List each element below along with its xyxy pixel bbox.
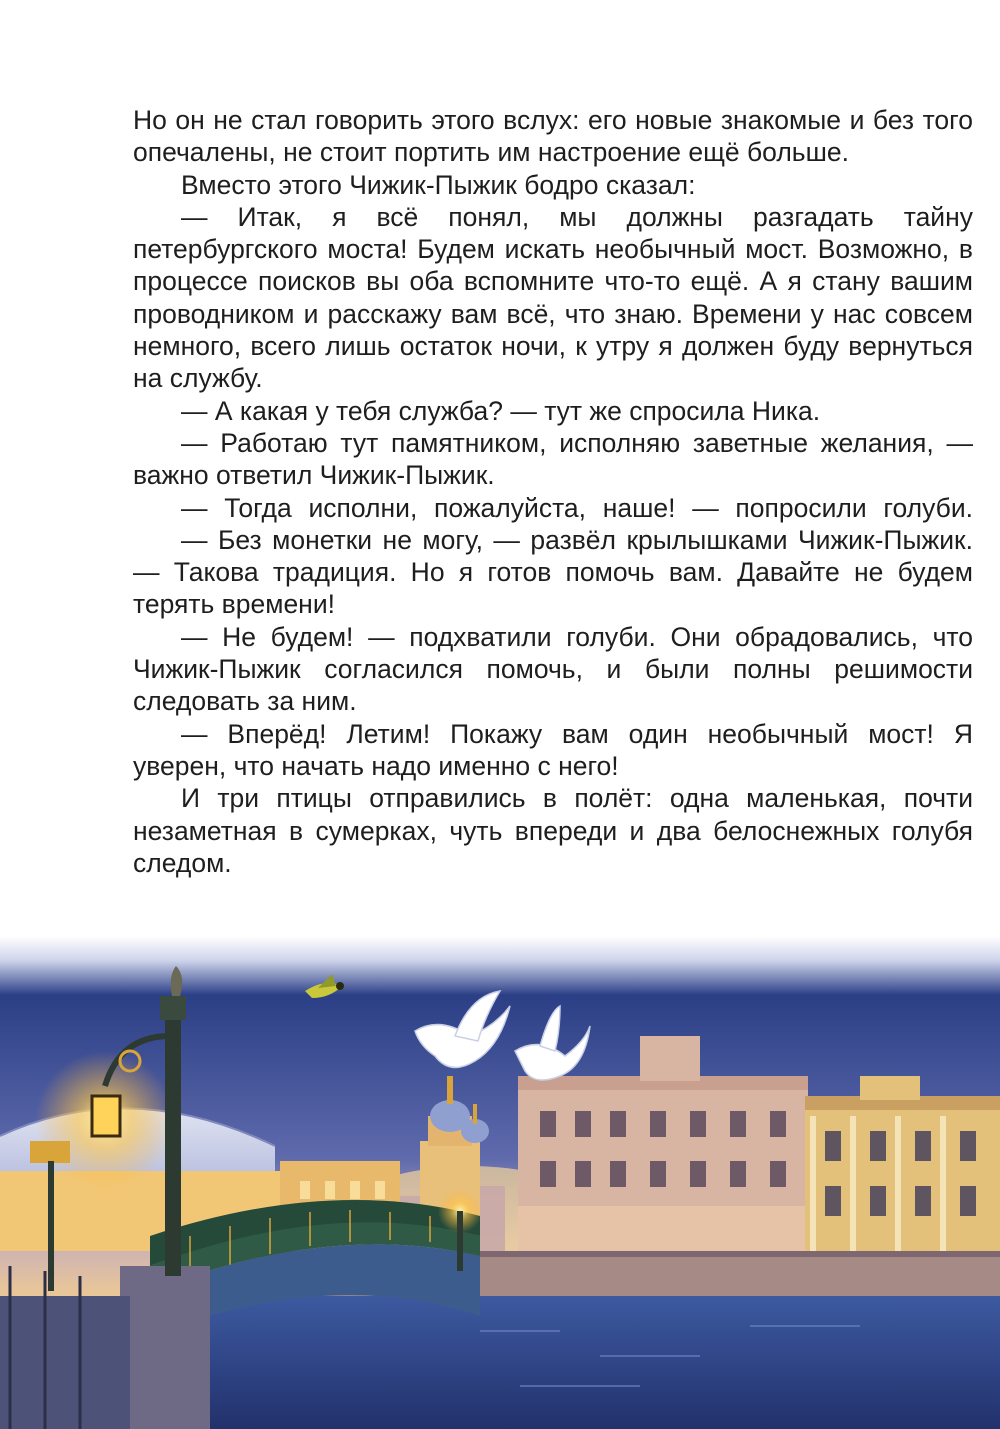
bridge-illustration — [0, 936, 1000, 1429]
story-paragraph: — Не будем! — подхватили голуби. Они обрадовались, что Чижик-Пыжик согласился помочь, и были полны решимости следовать за ним. — [133, 621, 973, 717]
story-paragraph: — Тогда исполни, пожалуйста, наше! — попросили голуби. — [181, 492, 973, 523]
bridge-pier — [120, 1266, 210, 1429]
story-paragraph: И три птицы отправились в полёт: одна маленькая, почти незаметная в сумерках, чуть впереди и два белоснежных голубя следом. — [133, 783, 973, 878]
story-text — [133, 104, 973, 879]
yellow-building — [805, 1076, 1000, 1271]
story-paragraph: Вместо этого Чижик-Пыжик бодро сказал: — [181, 169, 696, 200]
story-paragraph: — Работаю тут памятником, исполняю заветные желания, — важно ответил Чижик-Пыжик. — [133, 427, 973, 491]
story-paragraph: — Без монетки не могу, — развёл крылышками Чижик-Пыжик. — Такова традиция. Но я готов помочь вам. Давайте не будем терять времени! — [133, 524, 973, 620]
story-paragraph: — Итак, я всё понял, мы должны разгадать тайну петербургского моста! Будем искать необычный мост. Возможно, в процессе поисков вы оба вспомните что-то ещё. А я стану вашим проводником и расскажу вам всё, что знаю. Времени у нас совсем немного, всего лишь остаток ночи, к утру я должен буду вернуться на службу. — [133, 201, 973, 394]
story-paragraph: — Вперёд! Летим! Покажу вам один необычный мост! Я уверен, что начать надо именно с него! — [133, 718, 973, 781]
story-paragraph: — А какая у тебя служба? — тут же спросила Ника. — [181, 395, 821, 426]
story-paragraph: Но он не стал говорить этого вслух: его новые знакомые и без того опечалены, не стоит портить им настроение ещё больше. — [133, 105, 973, 168]
